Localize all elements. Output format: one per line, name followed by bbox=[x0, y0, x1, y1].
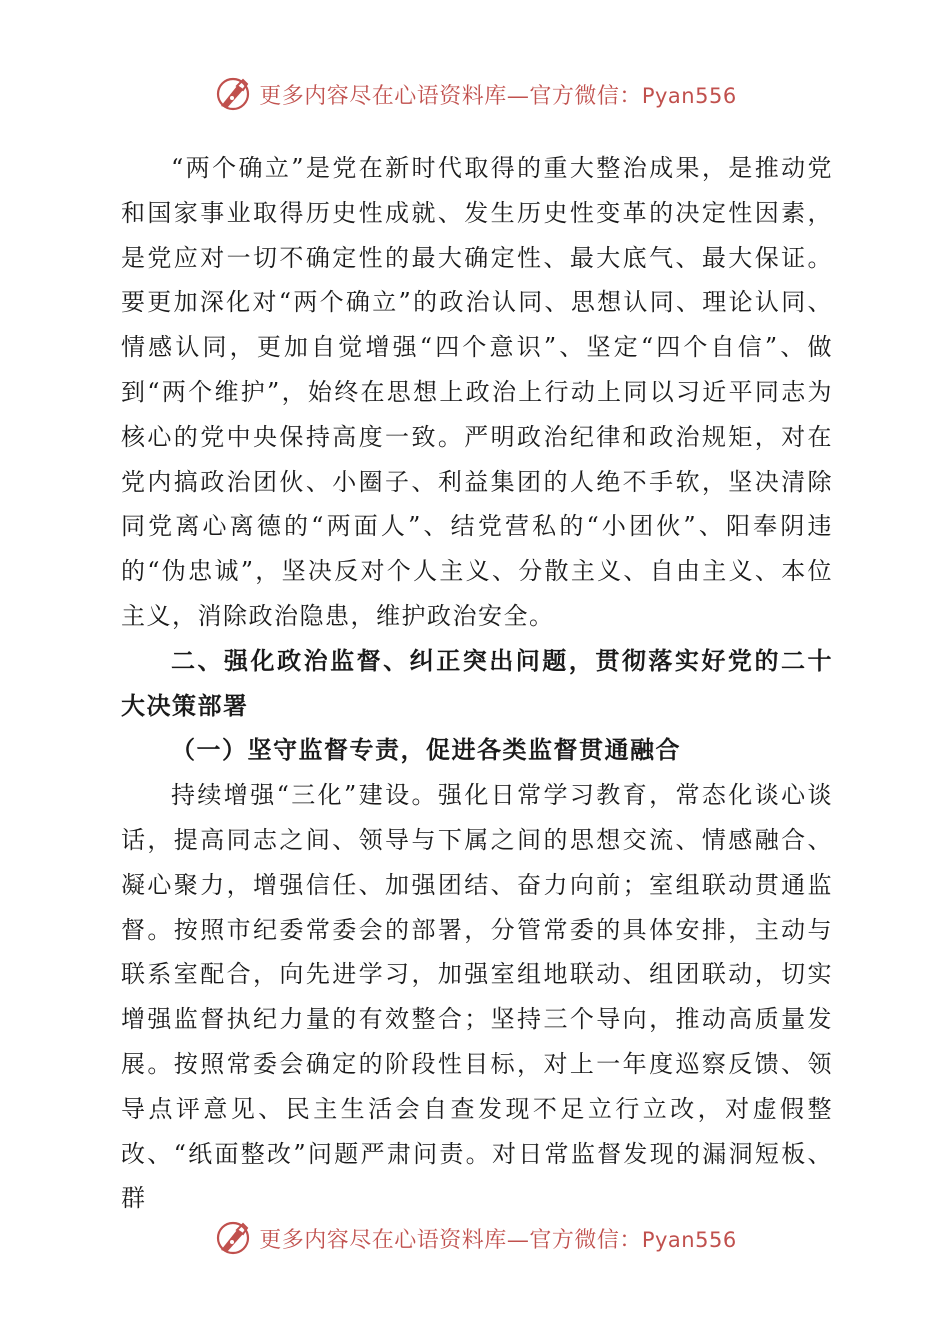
paragraph: 持续增强“三化”建设。强化日常学习教育，常态化谈心谈话，提高同志之间、领导与下属之间的思想交流、情感融合、凝心聚力，增强信任、加强团结、奋力向前；室组联动贯通监督。按照市纪委常委会的部署，分管常委的具体安排，主动与联系室配合，向先进学习，加强室组地联动、组团联动，切实增强监督执纪力量的有效整合；坚持三个导向，推动高质量发展。按照常委会确定的阶段性目标，对上一年度巡察反馈、领导点评意见、民主生活会自查发现不足立行立改，对虚假整改、“纸面整改”问题严肃问责。对日常监督发现的漏洞短板、群 bbox=[121, 781, 833, 1213]
subsection-heading: （一）坚守监督专责，促进各类监督贯通融合 bbox=[171, 735, 681, 765]
section-heading: 二、强化政治监督、纠正突出问题，贯彻落实好党的二十大决策部署 bbox=[121, 645, 833, 720]
pen-nib-logo-icon bbox=[213, 74, 253, 114]
banner-text: 更多内容尽在心语资料库—官方微信：Pyan556 bbox=[259, 1227, 737, 1253]
footer-banner bbox=[0, 1216, 950, 1260]
pen-nib-logo-icon bbox=[213, 1218, 253, 1258]
document-body bbox=[121, 146, 833, 1221]
paragraph: “两个确立”是党在新时代取得的重大整治成果，是推动党和国家事业取得历史性成就、发生历史性变革的决定性因素，是党应对一切不确定性的最大确定性、最大底气、最大保证。要更加深化对“两个确立”的政治认同、思想认同、理论认同、情感认同，更加自觉增强“四个意识”、坚定“四个自信”、做到“两个维护”，始终在思想上政治上行动上同以习近平同志为核心的党中央保持高度一致。严明政治纪律和政治规矩，对在党内搞政治团伙、小圈子、利益集团的人绝不手软，坚决清除同党离心离德的“两面人”、结党营私的“小团伙”、阳奉阴违的“伪忠诚”，坚决反对个人主义、分散主义、自由主义、本位主义，消除政治隐患，维护政治安全。 bbox=[121, 154, 833, 630]
header-banner bbox=[0, 72, 950, 116]
banner-text: 更多内容尽在心语资料库—官方微信：Pyan556 bbox=[259, 83, 737, 109]
